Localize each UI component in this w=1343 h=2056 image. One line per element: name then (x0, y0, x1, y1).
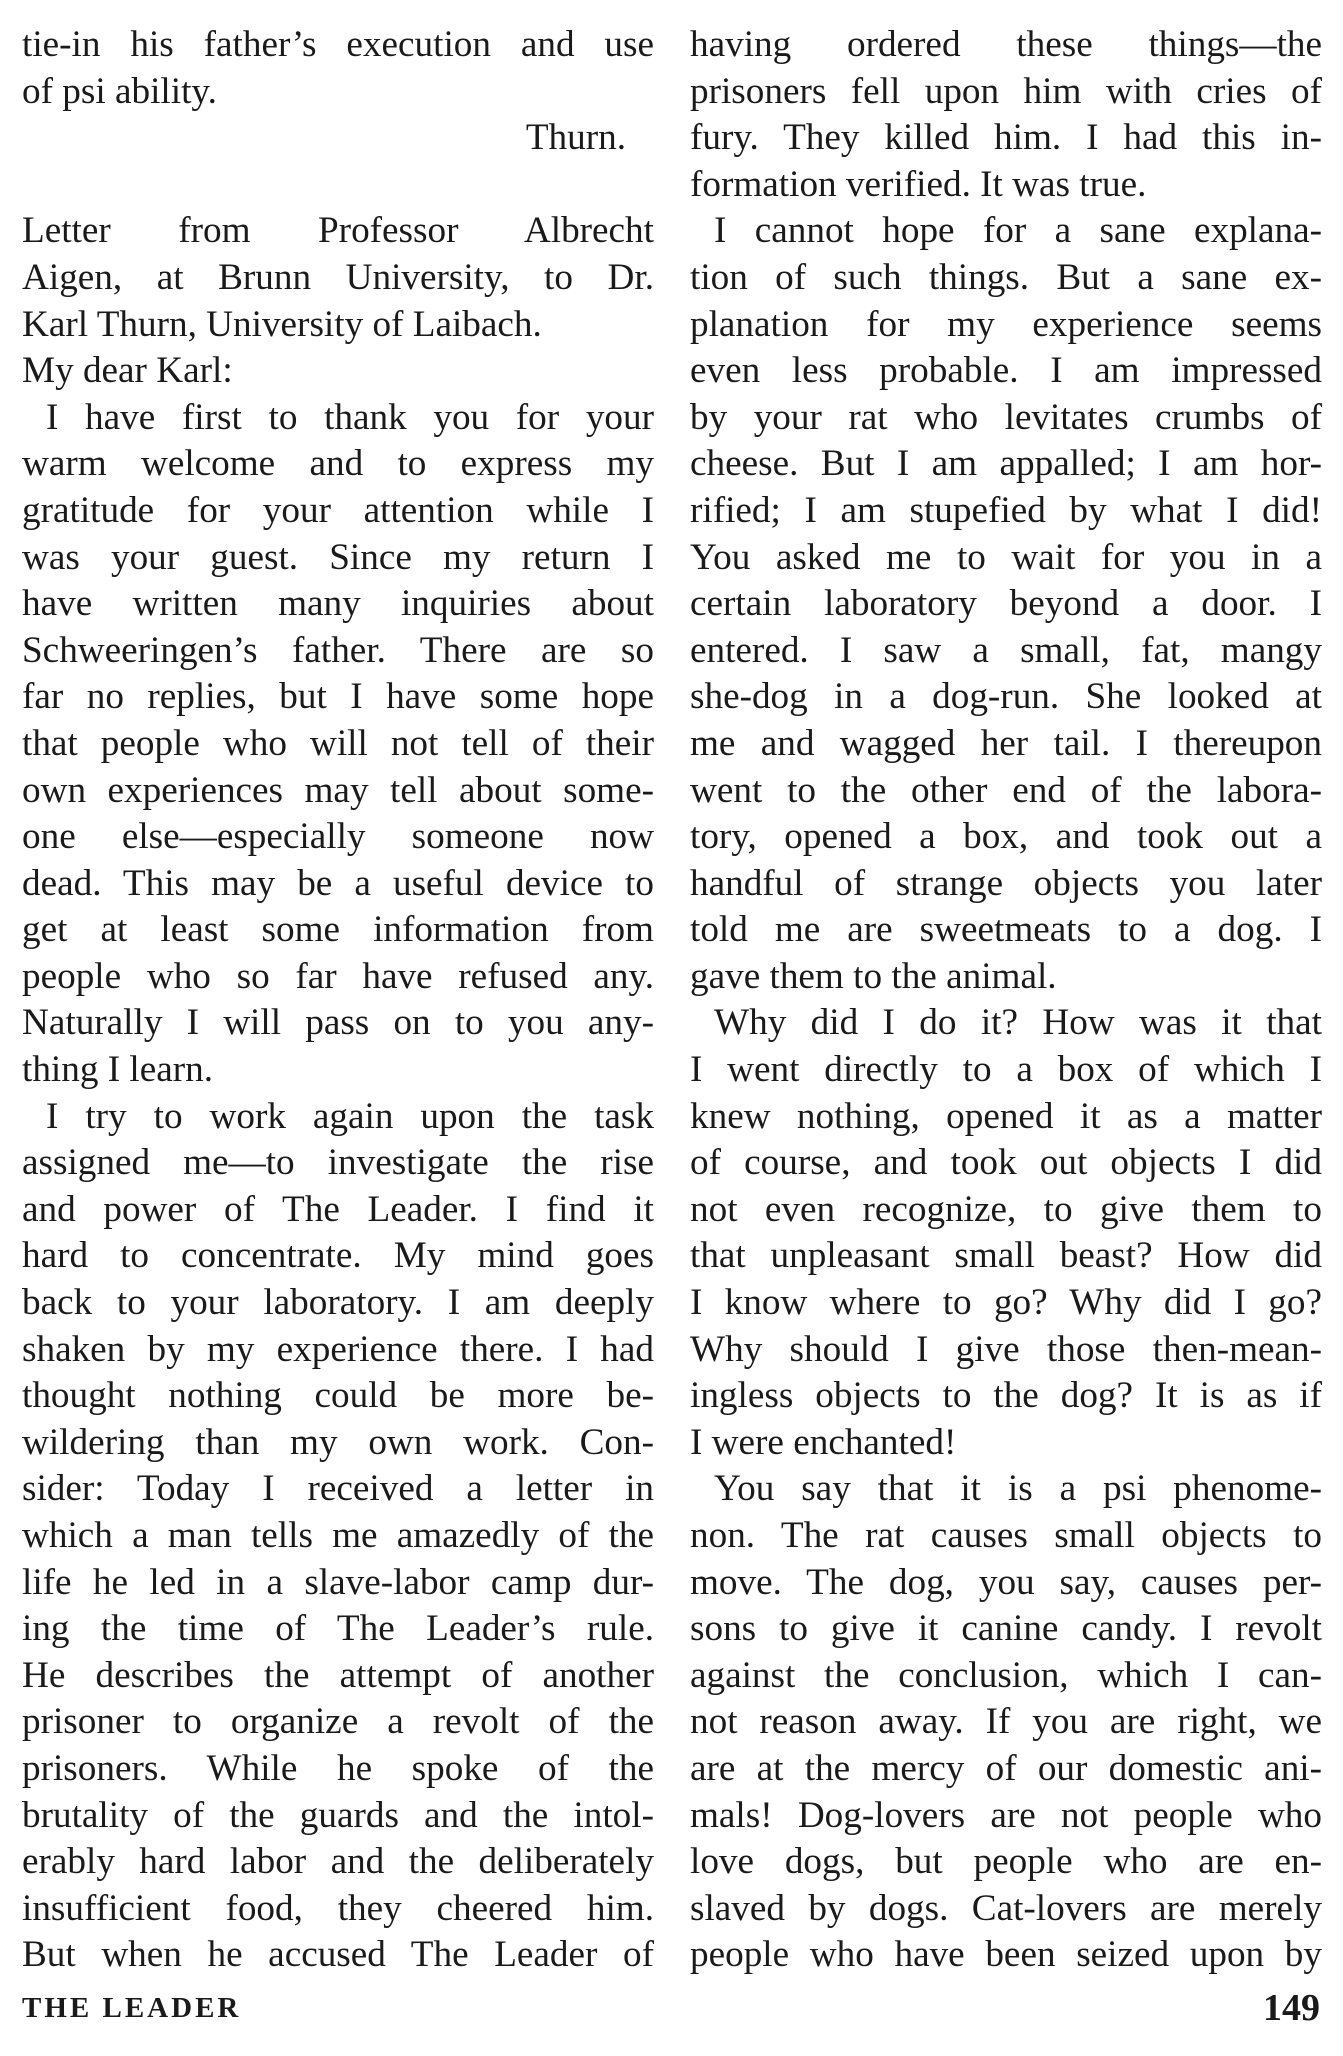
text-line: cheese. But I am appalled; I am hor- (690, 443, 1322, 485)
text-line: gratitude for your attention while I (22, 489, 654, 531)
text-line: mals! Dog-lovers are not people who (690, 1794, 1322, 1836)
letter-heading-line: Aigen, at Brunn University, to Dr. (22, 256, 654, 298)
text-line: by your rat who levitates crumbs of (690, 396, 1322, 438)
text-line: Why should I give those then-mean- (690, 1328, 1322, 1370)
text-line: that people who will not tell of their (22, 722, 654, 764)
text-line: I went directly to a box of which I (690, 1049, 1322, 1091)
text-line: not reason away. If you are right, we (690, 1701, 1322, 1743)
text-line: which a man tells me amazedly of the (22, 1515, 654, 1556)
text-line: Schweeringen’s father. There are so (22, 629, 654, 671)
text-line: prisoners. While he spoke of the (22, 1747, 654, 1789)
page-footer (22, 1986, 1320, 2038)
text-line: she-dog in a dog-run. She looked at (690, 676, 1322, 718)
text-line: tion of such things. But a sane ex- (690, 256, 1322, 298)
text-line: hard to concentrate. My mind goes (22, 1235, 654, 1277)
text-line: handful of strange objects you later (690, 862, 1322, 904)
text-line: certain laboratory beyond a door. I (690, 583, 1322, 625)
text-line: told me are sweetmeats to a dog. I (690, 909, 1322, 951)
text-line: I know where to go? Why did I go? (690, 1282, 1322, 1324)
text-line: are at the mercy of our domestic ani- (690, 1747, 1322, 1789)
text-line: prisoners fell upon him with cries of (690, 70, 1322, 112)
text-line: prisoner to organize a revolt of the (22, 1701, 654, 1743)
text-line: even less probable. I am impressed (690, 350, 1322, 392)
text-line: of psi ability. (22, 70, 217, 112)
salutation-line: My dear Karl: (22, 350, 233, 392)
text-line: sider: Today I received a letter in (22, 1468, 654, 1510)
text-line: Naturally I will pass on to you any- (22, 1002, 654, 1044)
text-line: tie-in his father’s execution and use (22, 24, 654, 65)
text-line: people who so far have refused any. (22, 955, 654, 997)
text-line: that unpleasant small beast? How did (690, 1235, 1322, 1277)
letter-heading-line: Karl Thurn, University of Laibach. (22, 303, 542, 345)
text-line: get at least some information from (22, 909, 654, 951)
text-line: knew nothing, opened it as a matter (690, 1095, 1322, 1137)
text-line: ingless objects to the dog? It is as if (690, 1375, 1322, 1417)
text-line: non. The rat causes small objects to (690, 1515, 1322, 1556)
text-line: slaved by dogs. Cat-lovers are merely (690, 1887, 1322, 1929)
text-line: me and wagged her tail. I thereupon (690, 722, 1322, 764)
text-line: planation for my experience seems (690, 303, 1322, 345)
text-line: back to your laboratory. I am deeply (22, 1282, 654, 1324)
text-line: assigned me—to investigate the rise (22, 1142, 654, 1184)
text-line: was your guest. Since my return I (22, 536, 654, 578)
blank-line (22, 162, 654, 209)
text-line: one else—especially someone now (22, 816, 654, 858)
left-column (22, 22, 654, 1979)
text-line: You asked me to wait for you in a (690, 536, 1322, 578)
text-line: thing I learn. (22, 1049, 214, 1091)
text-line: of course, and took out objects I did (690, 1142, 1322, 1184)
text-line: having ordered these things—the (690, 24, 1322, 65)
text-line: gave them to the animal. (690, 955, 1057, 997)
text-line: I have first to thank you for your (46, 396, 654, 438)
text-line: people who have been seized upon by (690, 1934, 1322, 1976)
text-line: Why did I do it? How was it that (714, 1002, 1322, 1044)
text-line: life he led in a slave-labor camp dur- (22, 1561, 654, 1603)
text-line: far no replies, but I have some hope (22, 676, 654, 718)
text-line: fury. They killed him. I had this in- (690, 117, 1322, 159)
text-line: love dogs, but people who are en- (690, 1841, 1322, 1883)
text-line: I were enchanted! (690, 1421, 957, 1463)
text-line: thought nothing could be more be- (22, 1375, 654, 1417)
text-line: insufficient food, they cheered him. (22, 1887, 654, 1929)
text-line: warm welcome and to express my (22, 443, 654, 485)
text-line: move. The dog, you say, causes per- (690, 1561, 1322, 1603)
text-line: tory, opened a box, and took out a (690, 816, 1322, 858)
text-line: ing the time of The Leader’s rule. (22, 1608, 654, 1650)
text-line: shaken by my experience there. I had (22, 1328, 654, 1370)
right-column (690, 22, 1322, 1979)
text-line: against the conclusion, which I can- (690, 1654, 1322, 1696)
text-line: I cannot hope for a sane explana- (714, 210, 1322, 252)
page-number: 149 (1263, 1987, 1320, 2029)
text-line: own experiences may tell about some- (22, 769, 654, 811)
text-line: dead. This may be a useful device to (22, 862, 654, 904)
letter-heading-line: Letter from Professor Albrecht (22, 210, 654, 252)
text-line: and power of The Leader. I find it (22, 1188, 654, 1230)
text-line: sons to give it canine candy. I revolt (690, 1608, 1322, 1650)
text-line: He describes the attempt of another (22, 1654, 654, 1696)
text-line: You say that it is a psi phenome- (714, 1468, 1322, 1510)
text-line: not even recognize, to give them to (690, 1188, 1322, 1230)
signature-line: Thurn. (525, 117, 626, 159)
text-line: brutality of the guards and the intol- (22, 1794, 654, 1836)
text-line: entered. I saw a small, fat, mangy (690, 629, 1322, 671)
text-line: rified; I am stupefied by what I did! (690, 489, 1322, 531)
text-line: I try to work again upon the task (46, 1095, 654, 1137)
text-line: erably hard labor and the deliberately (22, 1841, 654, 1883)
text-line: But when he accused The Leader of (22, 1934, 654, 1976)
text-line: went to the other end of the labora- (690, 769, 1322, 811)
text-line: have written many inquiries about (22, 583, 654, 625)
text-line: wildering than my own work. Con- (22, 1421, 654, 1463)
running-title: THE LEADER (22, 1992, 242, 2024)
text-line: formation verified. It was true. (690, 163, 1147, 205)
